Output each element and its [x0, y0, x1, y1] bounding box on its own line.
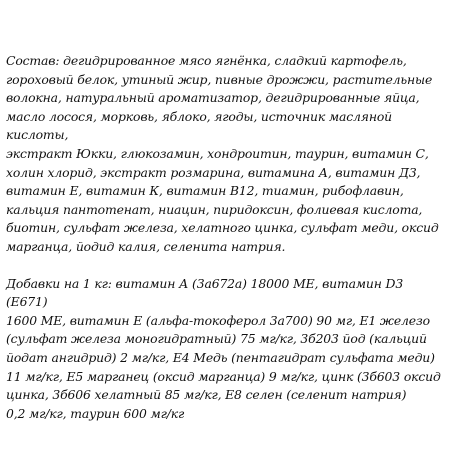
- additives-paragraph: Добавки на 1 кг: витамин А (3а672а) 18000 МЕ, витамин D3 (Е671) 1600 МЕ, витамин Е (альфа-токоферол 3а700) 90 мг, Е1 железо (сульфат железа моногидратный) 75 мг/кг, 3б203 йод (кальций йодат ангидрид) 2 мг/кг, Е4 Медь (пентагидрат сульфата меди) 11 мг/кг, Е5 марганец (оксид марганца) 9 мг/кг, цинк (3б603 оксид цинка, 3б606 хелатный 85 мг/кг, Е8 селен (селенит натрия) 0,2 мг/кг, таурин 600 мг/кг: [6, 275, 441, 421]
- ingredient-label: [6, 52, 446, 423]
- paragraph-gap: [6, 257, 446, 275]
- composition-paragraph: Состав: дегидрированное мясо ягнёнка, сладкий картофель, гороховый белок, утиный жир, пивные дрожжи, растительные волокна, натуральный ароматизатор, дегидрированные яйца, масло лосося, морковь, яблоко, ягоды, источник масляной кислоты, экстракт Юкки, глюкозамин, хондроитин, таурин, витамин С, холин хлорид, экстракт розмарина, витамина А, витамин Д3, витамин Е, витамин К, витамин В12, тиамин, рибофлавин, кальция пантотенат, ниацин, пиридоксин, фолиевая кислота, биотин, сульфат железа, хелатного цинка, сульфат меди, оксид марганца, йодид калия, селенита натрия.: [6, 53, 439, 254]
